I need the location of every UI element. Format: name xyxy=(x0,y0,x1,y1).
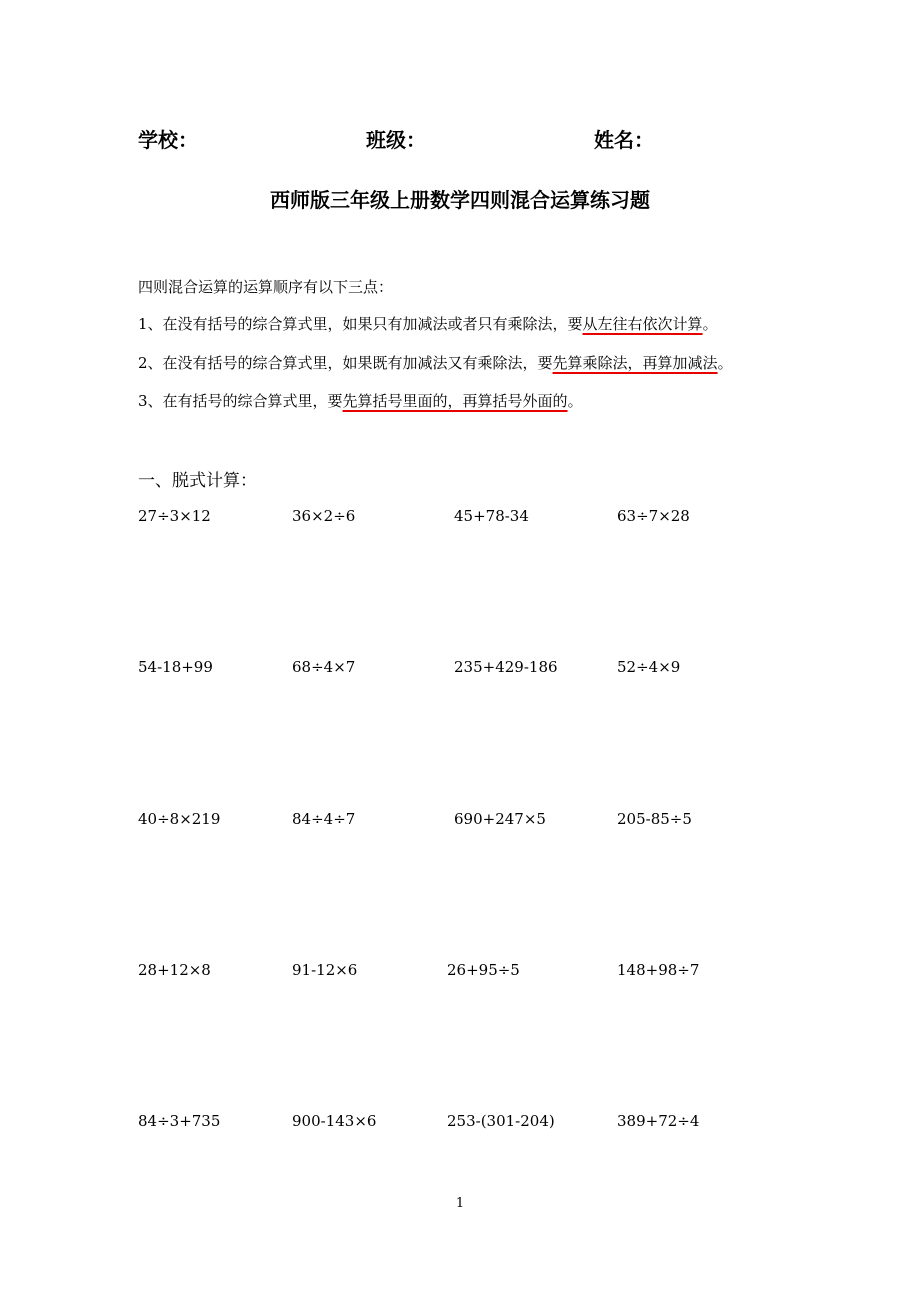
problem-item: 28+12×8 xyxy=(138,961,211,979)
problem-item: 690+247×5 xyxy=(454,810,546,828)
problem-item: 26+95÷5 xyxy=(447,961,520,979)
rule-text-end: 。 xyxy=(702,315,718,333)
rule-text: 2、在没有括号的综合算式里，如果既有加减法又有乘除法，要 xyxy=(138,354,553,372)
rule-highlight: 先算括号里面的，再算括号外面的 xyxy=(342,392,568,410)
rule-text-end: 。 xyxy=(717,354,733,372)
rule-highlight: 从左往右依次计算 xyxy=(582,315,703,333)
problem-item: 900-143×6 xyxy=(292,1112,377,1130)
problem-item: 36×2÷6 xyxy=(292,507,356,525)
rule-item-2 xyxy=(138,352,733,373)
problem-item: 205-85÷5 xyxy=(617,810,692,828)
problem-item: 235+429-186 xyxy=(454,658,558,676)
page-title: 西师版三年级上册数学四则混合运算练习题 xyxy=(270,188,650,212)
school-label: 学校： xyxy=(138,128,198,152)
rule-highlight: 先算乘除法，再算加减法 xyxy=(552,354,718,372)
problem-item: 52÷4×9 xyxy=(617,658,681,676)
problem-item: 40÷8×219 xyxy=(138,810,221,828)
rule-item-3 xyxy=(138,390,583,411)
page-number: 1 xyxy=(455,1196,465,1211)
problem-item: 389+72÷4 xyxy=(617,1112,700,1130)
problem-item: 27÷3×12 xyxy=(138,507,211,525)
section-title: 一、脱式计算： xyxy=(138,471,257,491)
problem-item: 91-12×6 xyxy=(292,961,358,979)
rule-text: 3、在有括号的综合算式里，要 xyxy=(138,392,343,410)
problem-item: 148+98÷7 xyxy=(617,961,700,979)
rule-text-end: 。 xyxy=(567,392,583,410)
problem-item: 45+78-34 xyxy=(454,507,529,525)
problem-item: 54-18+99 xyxy=(138,658,213,676)
problem-item: 84÷3+735 xyxy=(138,1112,221,1130)
name-label: 姓名： xyxy=(594,128,654,152)
class-label: 班级： xyxy=(366,128,426,152)
problem-item: 68÷4×7 xyxy=(292,658,356,676)
rule-item-1 xyxy=(138,313,718,334)
problem-item: 253-(301-204) xyxy=(447,1112,555,1130)
rules-intro: 四则混合运算的运算顺序有以下三点： xyxy=(138,278,394,296)
problem-item: 63÷7×28 xyxy=(617,507,690,525)
problem-item: 84÷4÷7 xyxy=(292,810,356,828)
rule-text: 1、在没有括号的综合算式里，如果只有加减法或者只有乘除法，要 xyxy=(138,315,583,333)
